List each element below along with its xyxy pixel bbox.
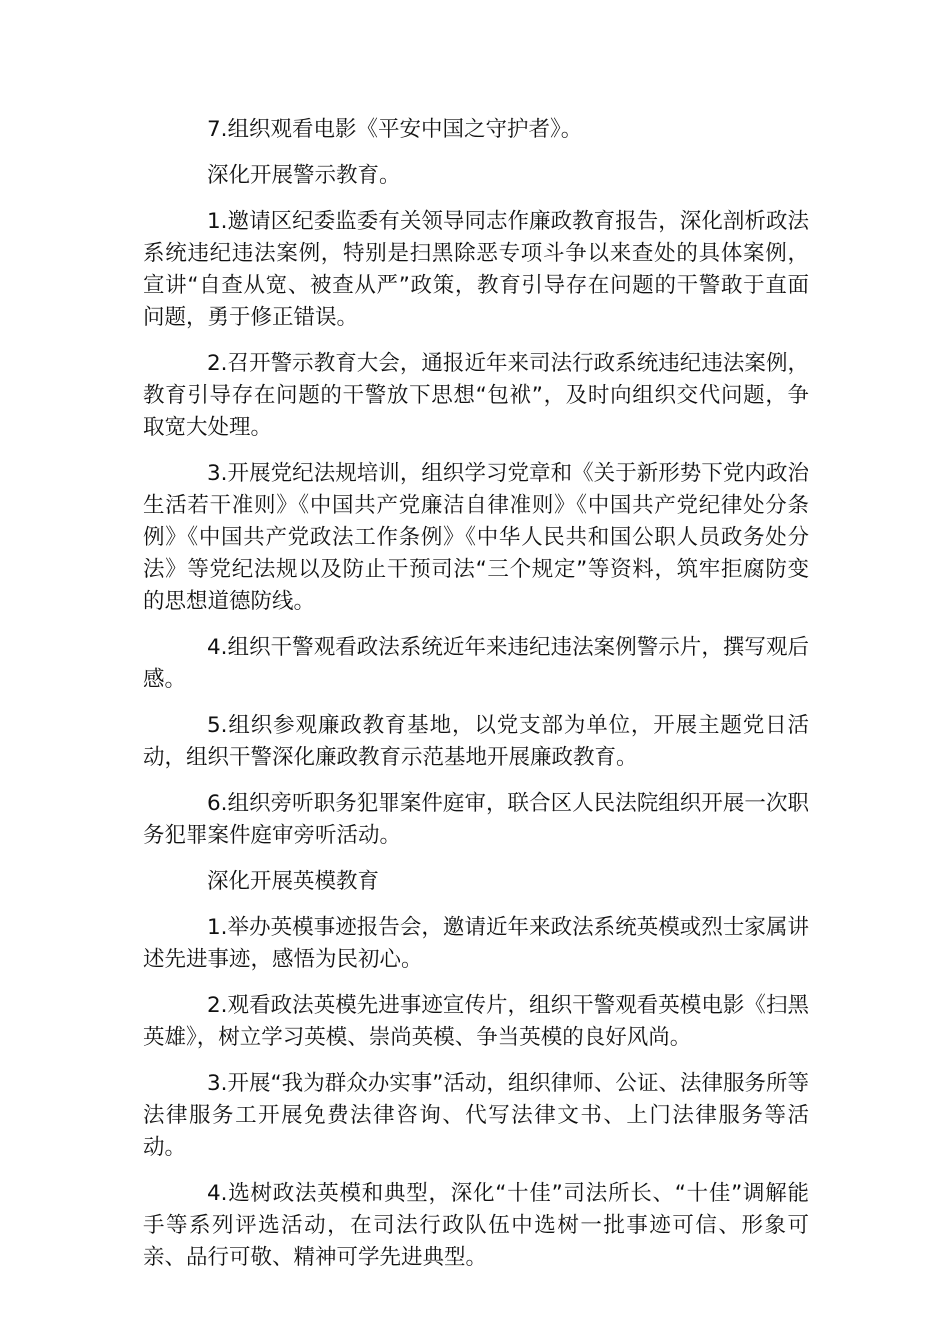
paragraph-warning-6: 6.组织旁听职务犯罪案件庭审，联合区人民法院组织开展一次职务犯罪案件庭审旁听活动。 [143,791,809,848]
paragraph-warning-3: 3.开展党纪法规培训，组织学习党章和《关于新形势下党内政治生活若干准则》《中国共产党廉洁自律准则》《中国共产党纪律处分条例》《中国共产党政法工作条例》《中华人民共和国公职人员政务处分法》等党纪法规以及防止干预司法“三个规定”等资料，筑牢拒腐防变的思想道德防线。 [143,461,809,614]
paragraph-hero-4: 4.选树政法英模和典型，深化“十佳”司法所长、“十佳”调解能手等系列评选活动，在司法行政队伍中选树一批事迹可信、形象可亲、品行可敬、精神可学先进典型。 [143,1181,809,1270]
paragraph-hero-2: 2.观看政法英模先进事迹宣传片，组织干警观看英模电影《扫黑英雄》，树立学习英模、崇尚英模、争当英模的良好风尚。 [143,993,809,1050]
paragraph-item-7-film: 7.组织观看电影《平安中国之守护者》。 [207,117,583,142]
document-body [143,114,809,1288]
paragraph-warning-4: 4.组织干警观看政法系统近年来违纪违法案例警示片，撰写观后感。 [143,635,809,692]
section-heading-hero-education: 深化开展英模教育 [207,869,380,894]
paragraph-hero-3: 3.开展“我为群众办实事”活动，组织律师、公证、法律服务所等法律服务工开展免费法律咨询、代写法律文书、上门法律服务等活动。 [143,1071,809,1160]
section-heading-warning-education: 深化开展警示教育。 [207,163,401,188]
paragraph-warning-2: 2.召开警示教育大会，通报近年来司法行政系统违纪违法案例，教育引导存在问题的干警放下思想“包袱”，及时向组织交代问题，争取宽大处理。 [143,351,809,440]
paragraph-warning-1: 1.邀请区纪委监委有关领导同志作廉政教育报告，深化剖析政法系统违纪违法案例，特别是扫黑除恶专项斗争以来查处的具体案例，宣讲“自查从宽、被查从严”政策，教育引导存在问题的干警敢于直面问题，勇于修正错误。 [143,209,809,330]
paragraph-hero-1: 1.举办英模事迹报告会，邀请近年来政法系统英模或烈士家属讲述先进事迹，感悟为民初心。 [143,915,809,972]
paragraph-warning-5: 5.组织参观廉政教育基地，以党支部为单位，开展主题党日活动，组织干警深化廉政教育示范基地开展廉政教育。 [143,713,809,770]
